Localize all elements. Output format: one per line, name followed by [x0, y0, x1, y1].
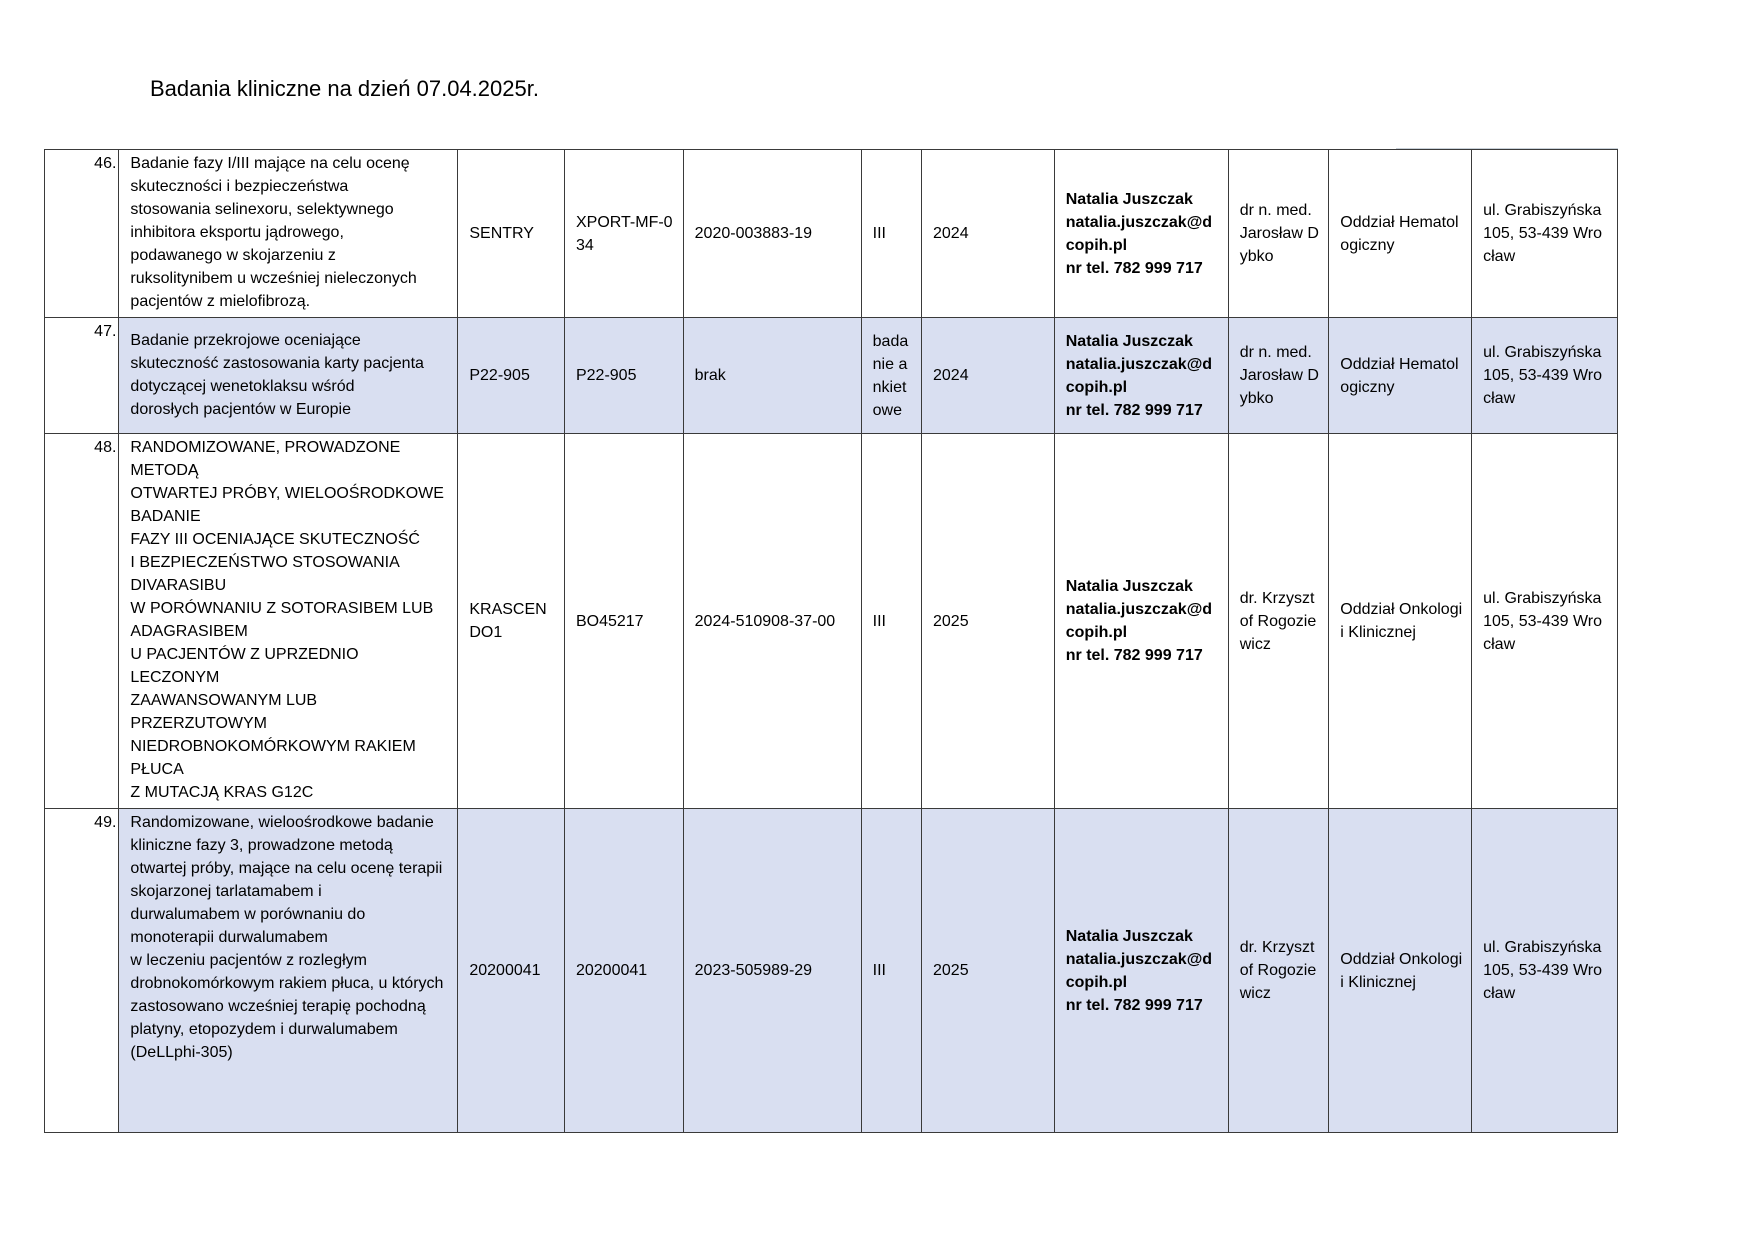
contact-email[interactable]: natalia.juszczak@dcopih.pl [1065, 601, 1213, 641]
study-title [119, 318, 458, 434]
study-phase: III [861, 434, 921, 809]
eu-number: brak [683, 318, 861, 434]
eu-number: 2023-505989-29 [683, 809, 861, 1133]
department: Oddział Hematologiczny [1329, 318, 1472, 434]
title-line: stosowania selinexoru, selektywnego [130, 201, 394, 218]
title-line: w leczeniu pacjentów z rozległym [130, 952, 367, 969]
start-year: 2024 [922, 318, 1055, 434]
contact-phone: nr tel. 782 999 717 [1065, 401, 1203, 419]
table-row [45, 150, 1618, 318]
title-line: RANDOMIZOWANE, PROWADZONE METODĄ [130, 439, 401, 479]
title-line: inhibitora eksportu jądrowego, [130, 224, 344, 241]
title-line: skuteczność zastosowania karty pacjenta [130, 354, 424, 372]
start-year: 2024 [922, 150, 1055, 318]
address: ul. Grabiszyńska 105, 53-439 Wrocław [1472, 434, 1618, 809]
title-line: kliniczne fazy 3, prowadzone metodą [130, 837, 393, 854]
study-phase: III [861, 150, 921, 318]
table-body [45, 150, 1618, 1133]
study-phase: badanie ankietowe [861, 318, 921, 434]
title-line: FAZY III OCENIAJĄCE SKUTECZNOŚĆ [130, 531, 420, 548]
contact-phone: nr tel. 782 999 717 [1065, 996, 1203, 1014]
title-line: pacjentów z mielofibrozą. [130, 293, 311, 310]
title-line: (DeLLphi-305) [130, 1044, 233, 1061]
page-title: Badania kliniczne na dzień 07.04.2025r. [150, 76, 539, 101]
department: Oddział Onkologii Klinicznej [1329, 809, 1472, 1133]
contact-name: Natalia Juszczak [1065, 190, 1193, 208]
title-line: dorosłych pacjentów w Europie [130, 400, 351, 418]
start-year: 2025 [922, 809, 1055, 1133]
contact-info [1054, 318, 1228, 434]
principal-investigator: dr n. med. Jarosław Dybko [1228, 150, 1329, 318]
study-phase: III [861, 809, 921, 1133]
contact-email[interactable]: natalia.juszczak@dcopih.pl [1065, 950, 1213, 991]
title-line: durwalumabem w porównaniu do [130, 906, 366, 923]
contact-email[interactable]: natalia.juszczak@dcopih.pl [1065, 213, 1213, 254]
contact-info [1054, 434, 1228, 809]
title-line: Badanie fazy I/III mające na celu ocenę [130, 155, 410, 172]
study-acronym: KRASCENDO1 [458, 434, 565, 809]
title-line: OTWARTEJ PRÓBY, WIELOOŚRODKOWE BADANIE [130, 485, 444, 525]
title-line: drobnokomórkowym rakiem płuca, u których [130, 975, 444, 992]
title-line: dotyczącej wenetoklaksu wśród [130, 377, 355, 395]
principal-investigator: dr. Krzysztof Rogoziewicz [1228, 809, 1329, 1133]
start-year: 2025 [922, 434, 1055, 809]
eu-number: 2024-510908-37-00 [683, 434, 861, 809]
table-row [45, 318, 1618, 434]
address: ul. Grabiszyńska 105, 53-439 Wrocław [1472, 318, 1618, 434]
contact-info [1054, 150, 1228, 318]
contact-phone: nr tel. 782 999 717 [1065, 259, 1203, 277]
contact-email[interactable]: natalia.juszczak@dcopih.pl [1065, 355, 1213, 396]
protocol-number: 20200041 [564, 809, 683, 1133]
title-line: Badanie przekrojowe oceniające [130, 331, 361, 349]
principal-investigator: dr n. med. Jarosław Dybko [1228, 318, 1329, 434]
title-line: Randomizowane, wieloośrodkowe badanie [130, 814, 434, 831]
study-title [119, 809, 458, 1133]
study-title [119, 150, 458, 318]
address: ul. Grabiszyńska 105, 53-439 Wrocław [1472, 809, 1618, 1133]
address: ul. Grabiszyńska 105, 53-439 Wrocław [1472, 150, 1618, 318]
row-number: 49. [45, 809, 119, 1133]
principal-investigator: dr. Krzysztof Rogoziewicz [1228, 434, 1329, 809]
title-line: skuteczności i bezpieczeństwa [130, 178, 349, 195]
title-line: W PORÓWNANIU Z SOTORASIBEM LUB ADAGRASIBEM [130, 600, 434, 640]
title-line: NIEDROBNOKOMÓRKOWYM RAKIEM PŁUCA [130, 738, 416, 778]
protocol-number: P22-905 [564, 318, 683, 434]
row-number: 47. [45, 318, 119, 434]
table-row [45, 809, 1618, 1133]
title-line: ZAAWANSOWANYM LUB PRZERZUTOWYM [130, 692, 318, 732]
protocol-number: BO45217 [564, 434, 683, 809]
study-acronym: SENTRY [458, 150, 565, 318]
study-acronym: 20200041 [458, 809, 565, 1133]
title-line: Z MUTACJĄ KRAS G12C [130, 784, 314, 801]
contact-name: Natalia Juszczak [1065, 578, 1193, 595]
title-line: ruksolitynibem u wcześniej nieleczonych [130, 270, 417, 287]
title-line: zastosowano wcześniej terapię pochodną [130, 998, 426, 1015]
department: Oddział Hematologiczny [1329, 150, 1472, 318]
contact-phone: nr tel. 782 999 717 [1065, 647, 1203, 664]
contact-name: Natalia Juszczak [1065, 927, 1193, 945]
title-line: otwartej próby, mające na celu ocenę terapii [130, 860, 443, 877]
title-line: I BEZPIECZEŃSTWO STOSOWANIA DIVARASIBU [130, 554, 399, 594]
row-number: 46. [45, 150, 119, 318]
study-title [119, 434, 458, 809]
department: Oddział Onkologii Klinicznej [1329, 434, 1472, 809]
trials-table [44, 149, 1618, 1133]
protocol-number: XPORT-MF-034 [564, 150, 683, 318]
contact-info [1054, 809, 1228, 1133]
title-line: podawanego w skojarzeniu z [130, 247, 336, 264]
study-acronym: P22-905 [458, 318, 565, 434]
row-number: 48. [45, 434, 119, 809]
title-line: U PACJENTÓW Z UPRZEDNIO LECZONYM [130, 646, 359, 686]
title-line: platyny, etopozydem i durwalumabem [130, 1021, 398, 1038]
title-line: skojarzonej tarlatamabem i [130, 883, 322, 900]
contact-name: Natalia Juszczak [1065, 332, 1193, 350]
title-line: monoterapii durwalumabem [130, 929, 328, 946]
table-row [45, 434, 1618, 809]
eu-number: 2020-003883-19 [683, 150, 861, 318]
